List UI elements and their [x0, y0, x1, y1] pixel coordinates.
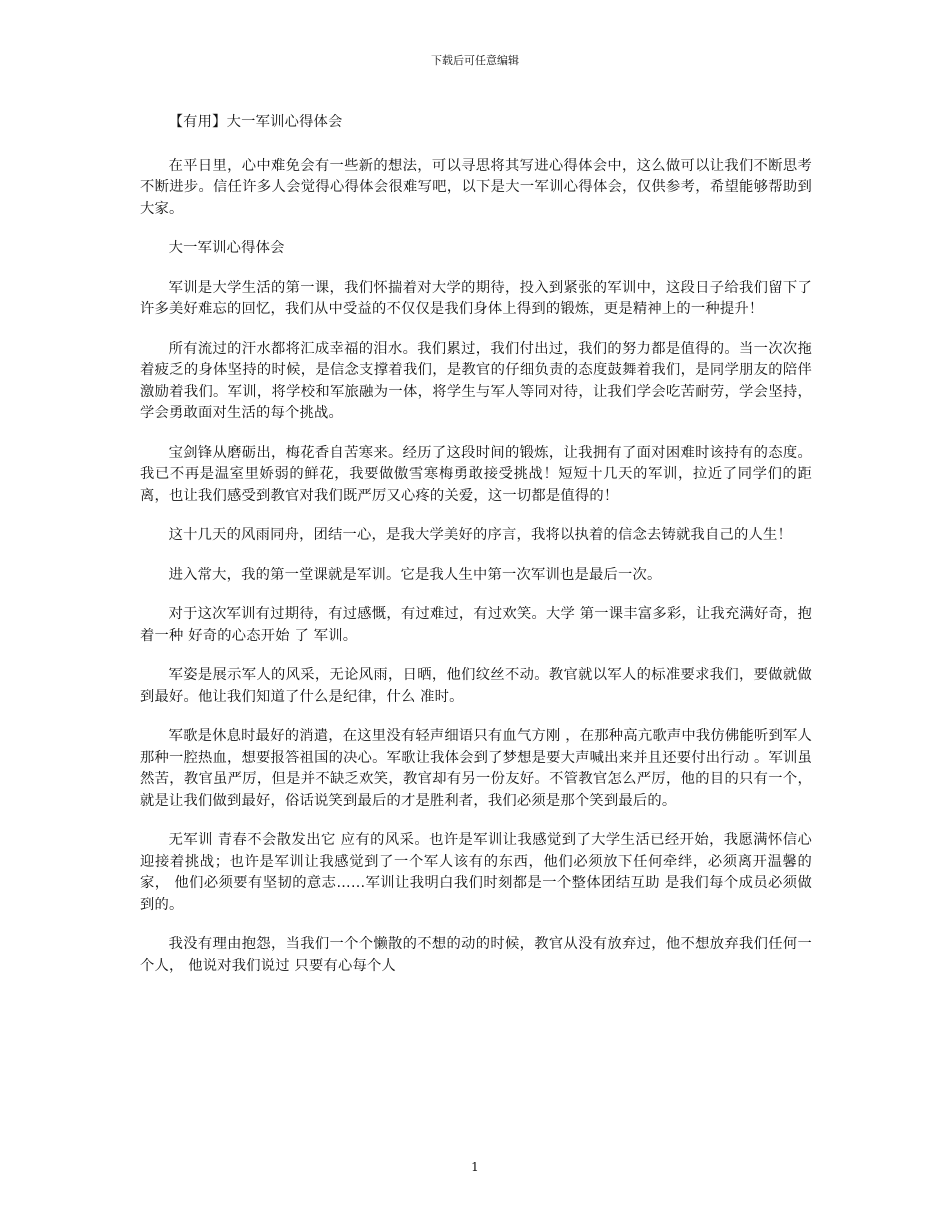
paragraph: 军姿是展示军人的风采，无论风雨，日晒，他们纹丝不动。教官就以军人的标准要求我们，要做就做到最好。他让我们知道了什么是纪律，什么 准时。: [140, 667, 812, 705]
page-header-note: 下载后可任意编辑: [431, 54, 519, 67]
paragraph: 军歌是休息时最好的消遣，在这里没有轻声细语只有血气方刚 ，在那种高亢歌声中我仿佛能听到军人那种一腔热血，想要报答祖国的决心。军歌让我体会到了梦想是要大声喊出来并且还要付出行动 。军训虽然苦，教官虽严厉，但是并不缺乏欢笑，教官却有另一份友好。不管教官怎么严厉，他的目的只有一个，就是让我们做到最好，俗话说笑到最后的才是胜利者，我们必须是那个笑到最后的。: [140, 728, 812, 809]
paragraph: 宝剑锋从磨砺出，梅花香自苦寒来。经历了这段时间的锻炼，让我拥有了面对困难时该持有的态度。我已不再是温室里娇弱的鲜花，我要做傲雪寒梅勇敢接受挑战！短短十几天的军训，拉近了同学们的距离，也让我们感受到教官对我们既严厉又心疼的关爱，这一切都是值得的！: [140, 444, 812, 504]
document-body: [140, 112, 812, 995]
paragraph: 军训是大学生活的第一课，我们怀揣着对大学的期待，投入到紧张的军训中，这段日子给我们留下了许多美好难忘的回忆，我们从中受益的不仅仅是我们身体上得到的锻炼，更是精神上的一种提升！: [140, 279, 812, 317]
page-number: 1: [471, 1160, 479, 1174]
paragraph: 这十几天的风雨同舟，团结一心，是我大学美好的序言，我将以执着的信念去铸就我自己的人生！: [168, 527, 792, 543]
paragraph: 对于这次军训有过期待，有过感慨，有过难过，有过欢笑。大学 第一课丰富多彩，让我充满好奇，抱着一种 好奇的心态开始 了 军训。: [140, 606, 812, 644]
section-heading: 大一军训心得体会: [168, 240, 285, 256]
document-title: 【有用】大一军训心得体会: [168, 114, 343, 130]
paragraph-intro: 在平日里，心中难免会有一些新的想法，可以寻思将其写进心得体会中，这么做可以让我们不断思考不断进步。信任许多人会觉得心得体会很难写吧，以下是大一军训心得体会，仅供参考，希望能够帮助到大家。: [140, 157, 812, 217]
paragraph: 进入常大，我的第一堂课就是军训。它是我人生中第一次军训也是最后一次。: [168, 566, 662, 583]
paragraph: 所有流过的汗水都将汇成幸福的泪水。我们累过，我们付出过，我们的努力都是值得的。当一次次拖着疲乏的身体坚持的时候，是信念支撑着我们，是教官的仔细负责的态度鼓舞着我们，是同学朋友的陪伴激励着我们。军训，将学校和军旅融为一体，将学生与军人等同对待，让我们学会吃苦耐劳，学会坚持，学会勇敢面对生活的每个挑战。: [140, 340, 812, 421]
paragraph: 无军训 青春不会散发出它 应有的风采。也许是军训让我感觉到了大学生活已经开始，我愿满怀信心迎接着挑战；也许是军训让我感觉到了一个军人该有的东西，他们必须放下任何牵绊，必须离开温馨的家， 他们必须要有坚韧的意志……军训让我明白我们时刻都是一个整体团结互助 是我们每个成员必须做到的。: [140, 832, 812, 913]
paragraph: 我没有理由抱怨，当我们一个个懒散的不想的动的时候，教官从没有放弃过，他不想放弃我们任何一个人， 他说对我们说过 只要有心每个人: [140, 936, 812, 974]
